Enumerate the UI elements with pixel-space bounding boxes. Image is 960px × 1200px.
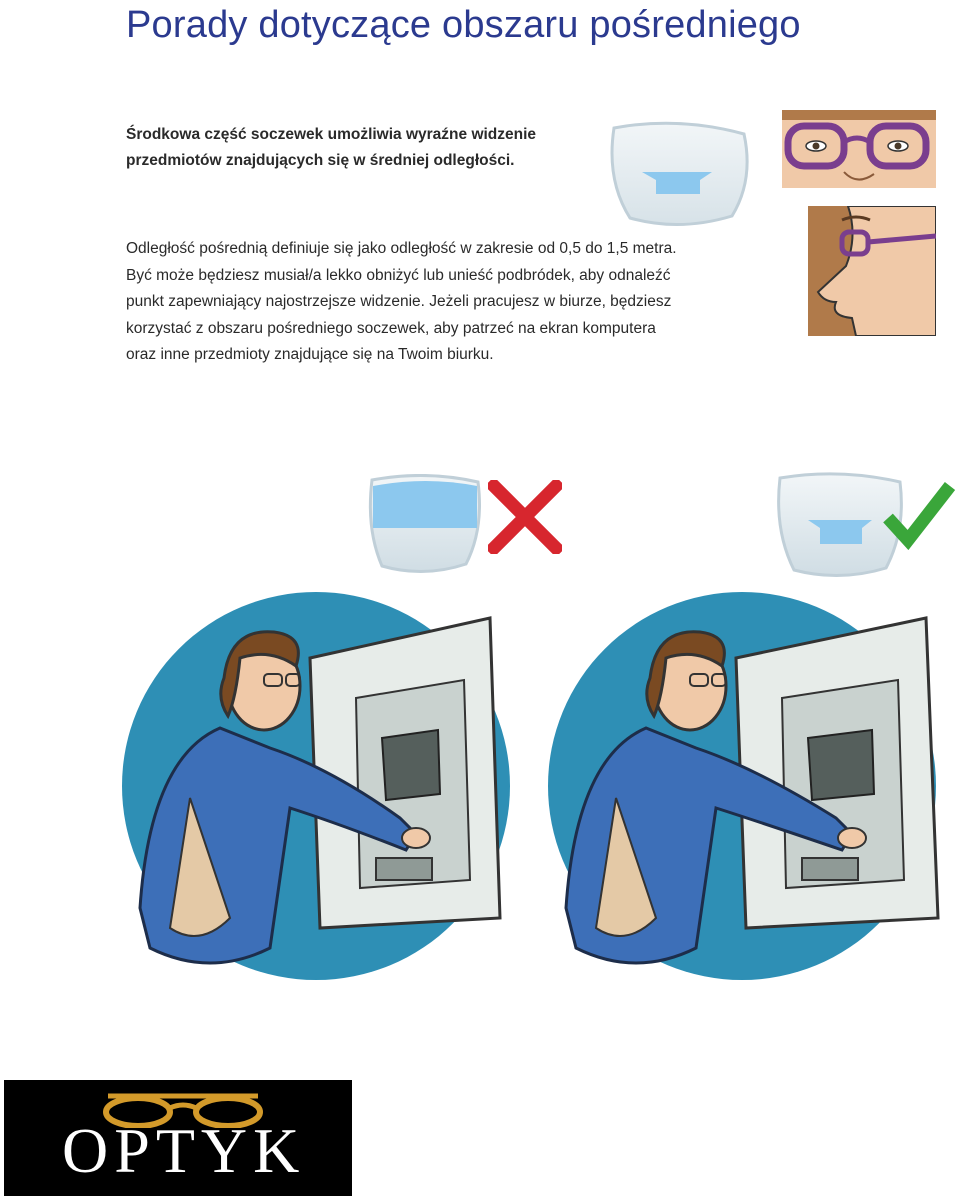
lens-top-zone-illustration xyxy=(366,474,484,576)
lens-middle-zone-illustration xyxy=(604,120,754,230)
check-icon xyxy=(882,478,956,550)
cross-icon xyxy=(488,480,562,554)
face-profile-illustration xyxy=(808,206,936,336)
face-front-illustration xyxy=(782,110,936,188)
page-title: Porady dotyczące obszaru pośredniego xyxy=(126,4,801,46)
optyk-logo xyxy=(4,1080,352,1196)
logo-text: OPTYK xyxy=(62,1115,306,1186)
body-paragraph: Odległość pośrednią definiuje się jako odległość w zakresie od 0,5 do 1,5 metra. Być może będziesz musiał/a lekko obniżyć lub unieść podbródek, aby odnaleźć punkt zapewniający najostrzejsze widzenie. Jeżeli pracujesz w biurze, będziesz korzystać z obszaru pośredniego soczewek, aby patrzeć na ekran komputera oraz inne przedmioty znajdujące się na Twoim biurku. xyxy=(126,240,677,363)
atm-scene-right-illustration xyxy=(546,588,960,988)
atm-scene-wrong-illustration xyxy=(120,588,520,988)
lead-paragraph: Środkowa część soczewek umożliwia wyraźne widzenie przedmiotów znajdujących się w średniej odległości. xyxy=(126,126,537,169)
